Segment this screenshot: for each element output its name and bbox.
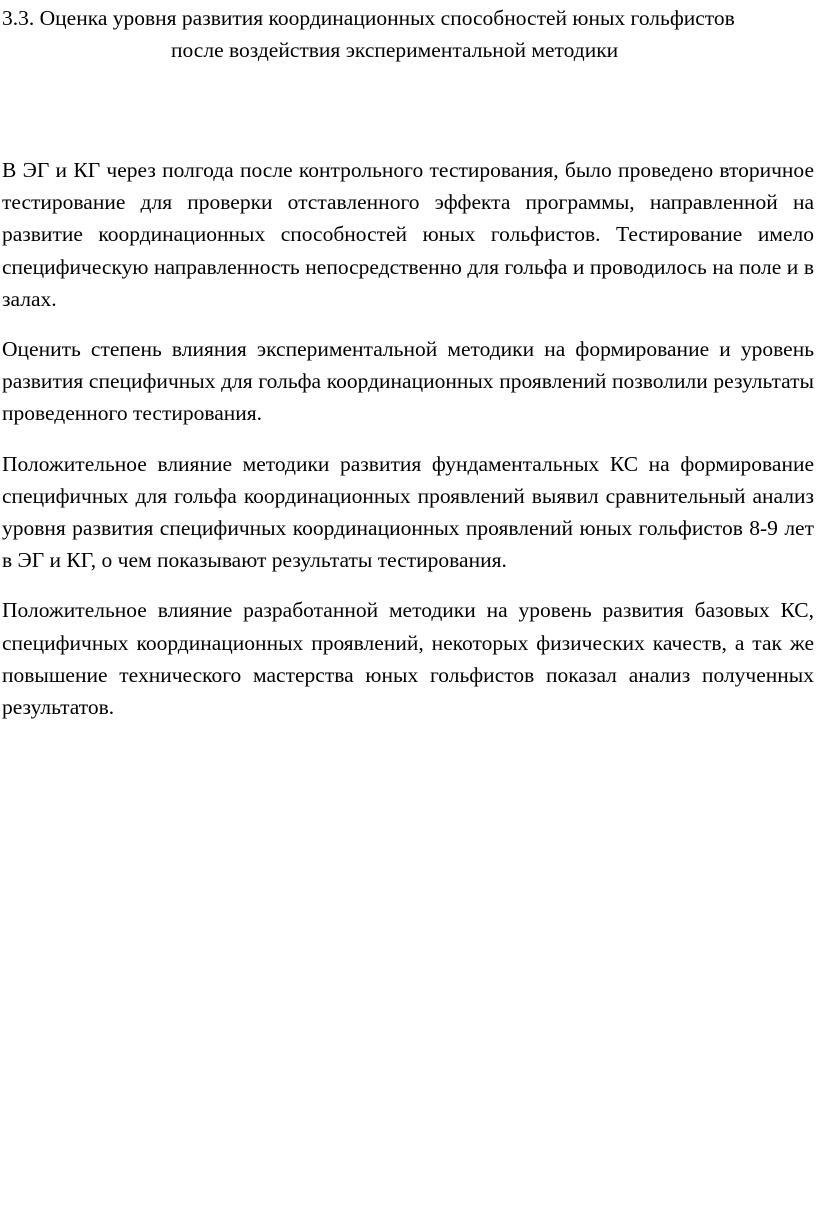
paragraph-2: Оценить степень влияния экспериментальной методики на формирование и уровень развития специфичных для гольфа координационных проявлений позволили результаты проведенного тестирования.: [2, 337, 814, 426]
section-heading: [2, 2, 814, 66]
section-heading-line-1: 3.3. Оценка уровня развития координационных способностей юных гольфистов: [2, 6, 735, 30]
paragraph-3: Положительное влияние методики развития фундаментальных КС на формирование специфичных для гольфа координационных проявлений выявил сравнительный анализ уровня развития специфичных координационных проявлений юных гольфистов 8-9 лет в ЭГ и КГ, о чем показывают результаты тестирования.: [2, 451, 814, 573]
paragraph-1: В ЭГ и КГ через полгода после контрольного тестирования, было проведено вторичное тестирование для проверки отставленного эффекта программы, направленной на развитие координационных способностей юных гольфистов. Тестирование имело специфическую направленность непосредственно для гольфа и проводилось на поле и в залах.: [2, 158, 814, 311]
document-page: [2, 2, 814, 741]
section-heading-line-2: после воздействия экспериментальной методики: [171, 38, 619, 62]
paragraph-4: Положительное влияние разработанной методики на уровень развития базовых КС, специфичных координационных проявлений, некоторых физических качеств, а так же повышение технического мастерства юных гольфистов показал анализ полученных результатов.: [2, 598, 814, 720]
body-text: [2, 154, 814, 723]
